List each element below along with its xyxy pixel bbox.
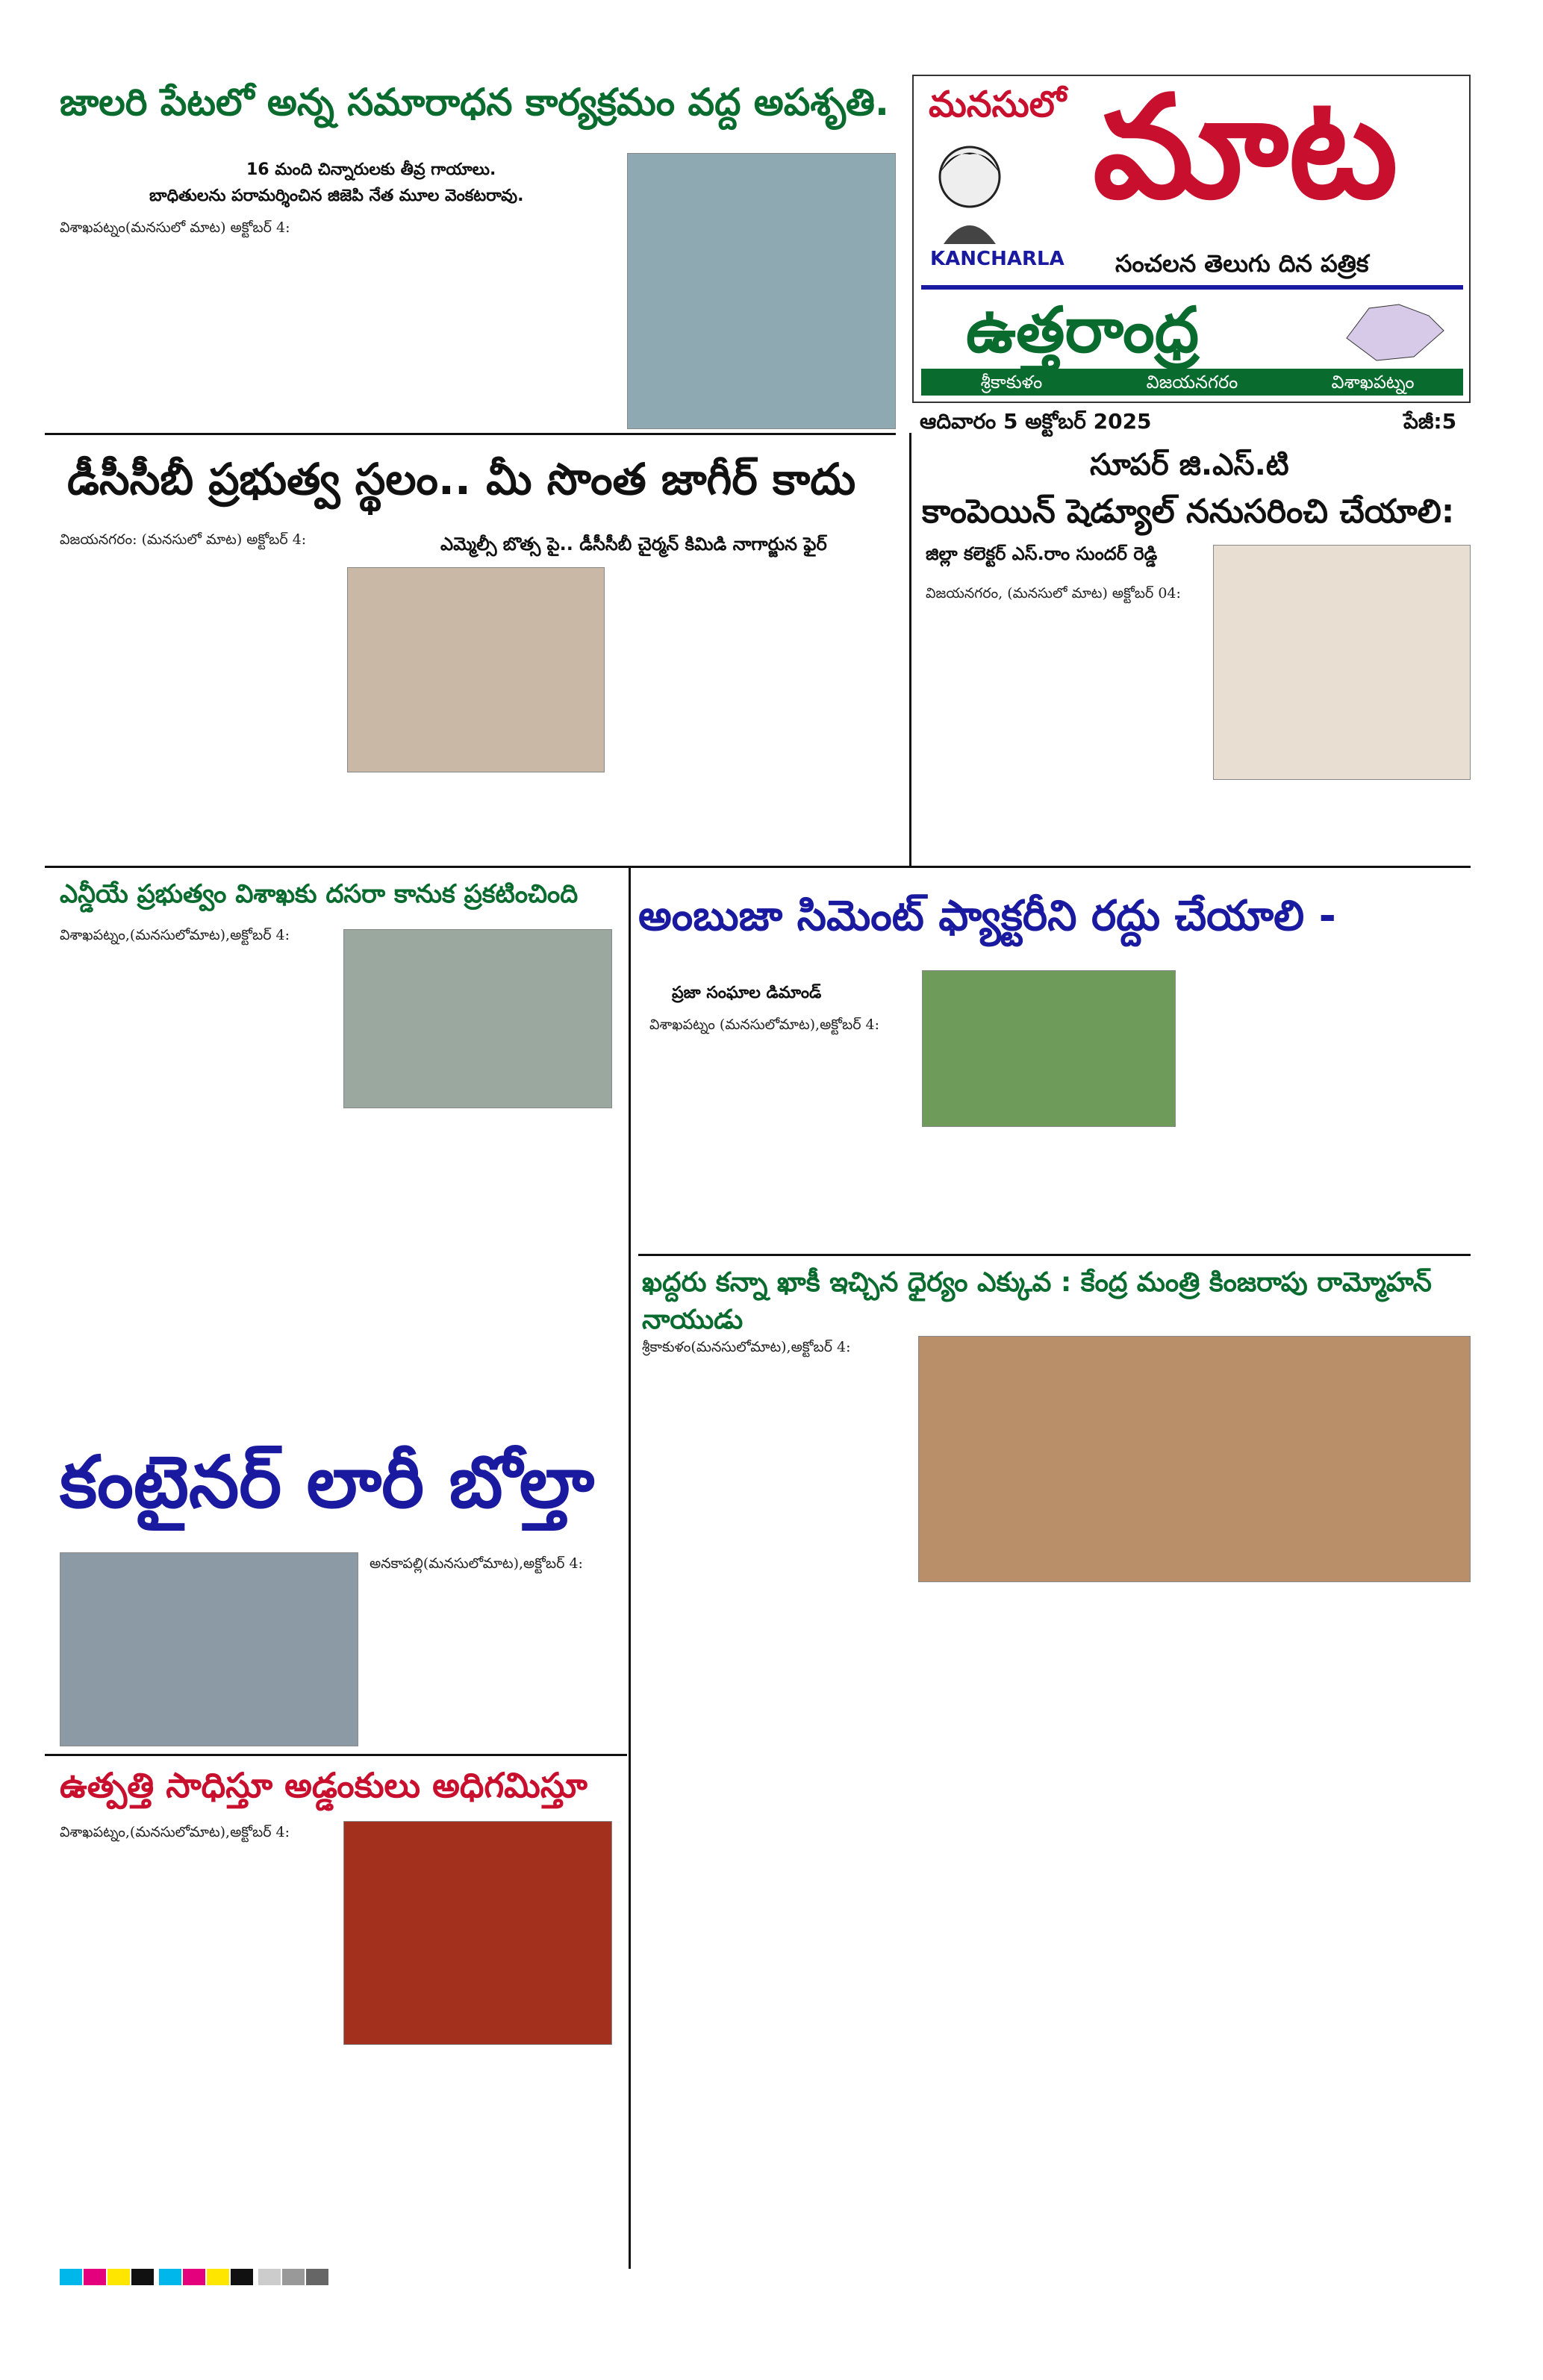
masthead — [912, 65, 1471, 403]
a5-sub: ప్రజా సంఘాల డిమాండ్ — [672, 984, 822, 1002]
a5-excerpt: విశాఖపట్నం (మనసులోమాట),అక్టోబర్ 4: — [649, 1016, 879, 1033]
masthead-person: KANCHARLA — [930, 248, 1064, 270]
district-3: విశాఖపట్నం — [1331, 372, 1415, 393]
a7-excerpt: అనకాపల్లి(మనసులోమాట),అక్టోబర్ 4: — [370, 1555, 583, 1572]
a1-excerpt: విశాఖపట్నం(మనసులో మాట) అక్టోబర్ 4: — [60, 219, 290, 236]
a7-photo — [60, 1552, 358, 1746]
a1-sub1: 16 మంది చిన్నారులకు తీవ్ర గాయాలు. — [246, 160, 496, 179]
a4-excerpt: విశాఖపట్నం,(మనసులోమాట),అక్టోబర్ 4: — [60, 927, 290, 943]
a4-photo — [343, 929, 612, 1108]
a6-excerpt: శ్రీకాకుళం(మనసులోమాట),అక్టోబర్ 4: — [642, 1339, 851, 1355]
district-1: శ్రీకాకుళం — [980, 372, 1043, 393]
masthead-tagline: సంచలన తెలుగు దిన పత్రిక — [1115, 249, 1369, 278]
page-number: పేజీ:5 — [1403, 409, 1457, 434]
masthead-avatar — [929, 136, 1011, 248]
a3-headline1: సూపర్ జి.ఎస్.టి — [1090, 448, 1289, 482]
a4-headline: ఎన్డీయే ప్రభుత్వం విశాఖకు దసరా కానుక ప్రకటించింది — [60, 879, 579, 909]
map-icon — [1339, 293, 1451, 368]
region-band — [921, 285, 1463, 367]
a7-headline: కంటైనర్ లారీ బోల్తా — [60, 1440, 595, 1524]
a5-photo — [922, 970, 1176, 1127]
a2-excerpt: విజయనగరం: (మనసులో మాట) అక్టోబర్ 4: — [60, 531, 307, 548]
a1-headline: జాలరి పేటలో అన్న సమారాధన కార్యక్రమం వద్ద అపశృతి. — [60, 81, 889, 124]
a2-photo — [347, 567, 605, 772]
divider-1 — [45, 433, 896, 435]
divider-v2 — [629, 866, 631, 2269]
a1-sub2: బాధితులను పరామర్శించిన జిజెపి నేత మూల వెంకటరావు. — [149, 187, 524, 205]
a6-headline: ఖద్దరు కన్నా ఖాకీ ఇచ్చిన ధైర్యం ఎక్కువ : కేంద్ర మంత్రి కింజరాపు రామ్మోహన్ నాయుడు — [642, 1267, 1432, 1335]
a2-headline: డీసీసీబీ ప్రభుత్వ స్థలం.. మీ సొంత జాగీర్ కాదు — [67, 454, 856, 505]
a3-photo — [1213, 545, 1471, 780]
issue-date: ఆదివారం 5 అక్టోబర్ 2025 — [920, 409, 1152, 434]
a1-photo — [627, 153, 896, 429]
a3-excerpt: విజయనగరం, (మనసులో మాట) అక్టోబర్ 04: — [926, 585, 1181, 602]
district-bar — [921, 369, 1463, 396]
a8-excerpt: విశాఖపట్నం,(మనసులోమాట),అక్టోబర్ 4: — [60, 1824, 290, 1840]
region-title: ఉత్తరాంధ్ర — [966, 293, 1200, 366]
color-registration-strip — [60, 2269, 1478, 2291]
a5-headline: అంబుజా సిమెంట్ ఫ్యాక్టరీని రద్దు చేయాలి - — [638, 892, 1336, 940]
brand-small: మనసులో — [929, 84, 1067, 125]
a8-photo — [343, 1821, 612, 2045]
divider-v1 — [909, 433, 911, 866]
divider-3 — [638, 1254, 1471, 1256]
divider-4 — [45, 1754, 627, 1756]
a2-sub: ఎమ్మెల్సీ బొత్స పై.. డీసీసీబీ చైర్మన్ కిమిడి నాగార్జున ఫైర్ — [440, 534, 827, 555]
divider-2 — [45, 866, 1471, 868]
a3-headline2: కాంపెయిన్ షెడ్యూల్ ననుసరించి చేయాలి: — [922, 493, 1455, 531]
a3-sub: జిల్లా కలెక్టర్ ఎస్.రాం సుందర్ రెడ్డి — [926, 543, 1158, 564]
a8-headline: ఉత్పత్తి సాధిస్తూ అడ్డంకులు అధిగమిస్తూ — [60, 1765, 587, 1805]
brand-big: మాట — [1093, 65, 1398, 230]
a6-photo — [918, 1336, 1471, 1582]
district-2: విజయనగరం — [1146, 372, 1238, 393]
